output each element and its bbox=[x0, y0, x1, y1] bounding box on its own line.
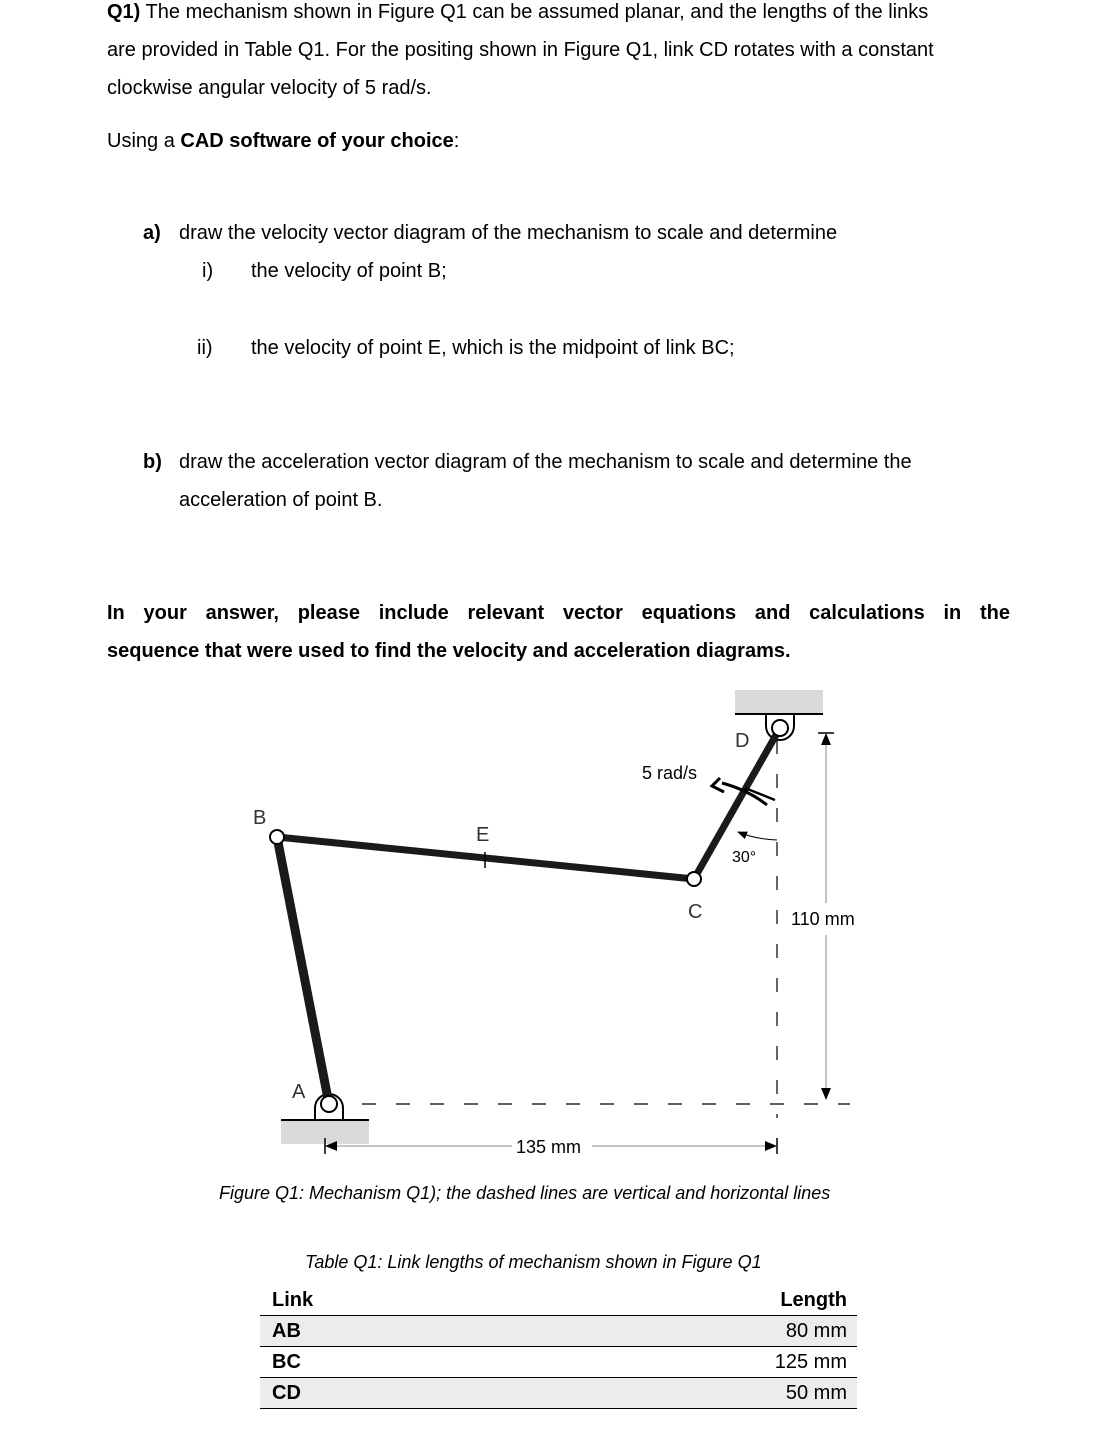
joint-c bbox=[687, 872, 701, 886]
part-a-ii-marker: ii) bbox=[197, 337, 213, 359]
table-header-link: Link bbox=[260, 1285, 499, 1316]
question-intro-line-2: are provided in Table Q1. For the positing shown in Figure Q1, link CD rotates with a constant bbox=[107, 39, 934, 61]
using-bold: CAD software of your choice bbox=[180, 130, 454, 152]
using-suffix: : bbox=[453, 130, 460, 152]
label-vertical-dimension: 110 mm bbox=[791, 909, 855, 929]
table-row bbox=[260, 1316, 857, 1347]
question-number: Q1) bbox=[107, 1, 141, 23]
question-intro-line-3: clockwise angular velocity of 5 rad/s. bbox=[107, 77, 432, 99]
dim-110-arrow-bottom bbox=[821, 1088, 831, 1100]
label-c: C bbox=[688, 901, 703, 923]
label-angle: 30° bbox=[732, 849, 757, 866]
part-b-line-2: acceleration of point B. bbox=[179, 489, 383, 511]
table-cell-length: 80 mm bbox=[499, 1316, 857, 1347]
label-e: E bbox=[476, 824, 490, 846]
table-cell-length: 125 mm bbox=[499, 1347, 857, 1378]
question-intro-text-1: The mechanism shown in Figure Q1 can be assumed planar, and the lengths of the links bbox=[145, 1, 929, 23]
table-cell-link: BC bbox=[260, 1347, 499, 1378]
angle-arc-30 bbox=[738, 832, 777, 840]
part-b-line-1: draw the acceleration vector diagram of the mechanism to scale and determine the bbox=[179, 451, 912, 473]
link-length-table bbox=[260, 1285, 857, 1409]
angular-velocity-arrowhead bbox=[712, 778, 724, 792]
joint-d bbox=[772, 720, 788, 736]
table-caption: Table Q1: Link lengths of mechanism shown in Figure Q1 bbox=[305, 1252, 762, 1272]
label-horizontal-dimension: 135 mm bbox=[516, 1137, 582, 1157]
figure-caption: Figure Q1: Mechanism Q1); the dashed lines are vertical and horizontal lines bbox=[219, 1183, 831, 1203]
table-row bbox=[260, 1347, 857, 1378]
label-d: D bbox=[735, 730, 750, 752]
table-row bbox=[260, 1378, 857, 1409]
part-a-i-marker: i) bbox=[202, 260, 214, 282]
part-a-marker: a) bbox=[143, 222, 161, 244]
label-angular-velocity: 5 rad/s bbox=[642, 763, 698, 783]
dim-135-arrow-right bbox=[765, 1141, 777, 1151]
instruction-line-2: sequence that were used to find the velocity and acceleration diagrams. bbox=[107, 640, 791, 662]
joint-b bbox=[270, 830, 284, 844]
using-prefix: Using a bbox=[107, 130, 181, 152]
label-b: B bbox=[253, 807, 267, 829]
dim-110-arrow-top bbox=[821, 733, 831, 745]
ground-block-d bbox=[735, 690, 823, 714]
table-cell-link: CD bbox=[260, 1378, 499, 1409]
table-header-length: Length bbox=[499, 1285, 857, 1316]
table-cell-link: AB bbox=[260, 1316, 499, 1347]
part-a-i-text: the velocity of point B; bbox=[251, 260, 447, 282]
joint-a bbox=[321, 1096, 337, 1112]
part-a-ii-text: the velocity of point E, which is the midpoint of link BC; bbox=[251, 337, 735, 359]
table-cell-length: 50 mm bbox=[499, 1378, 857, 1409]
instruction-line-1: In your answer, please include relevant vector equations and calculations in the bbox=[107, 602, 1010, 624]
label-a: A bbox=[292, 1081, 306, 1103]
link-ab bbox=[277, 837, 329, 1104]
part-b-marker: b) bbox=[143, 451, 162, 473]
part-a-text: draw the velocity vector diagram of the mechanism to scale and determine bbox=[179, 222, 838, 244]
table-header-row bbox=[260, 1285, 857, 1316]
